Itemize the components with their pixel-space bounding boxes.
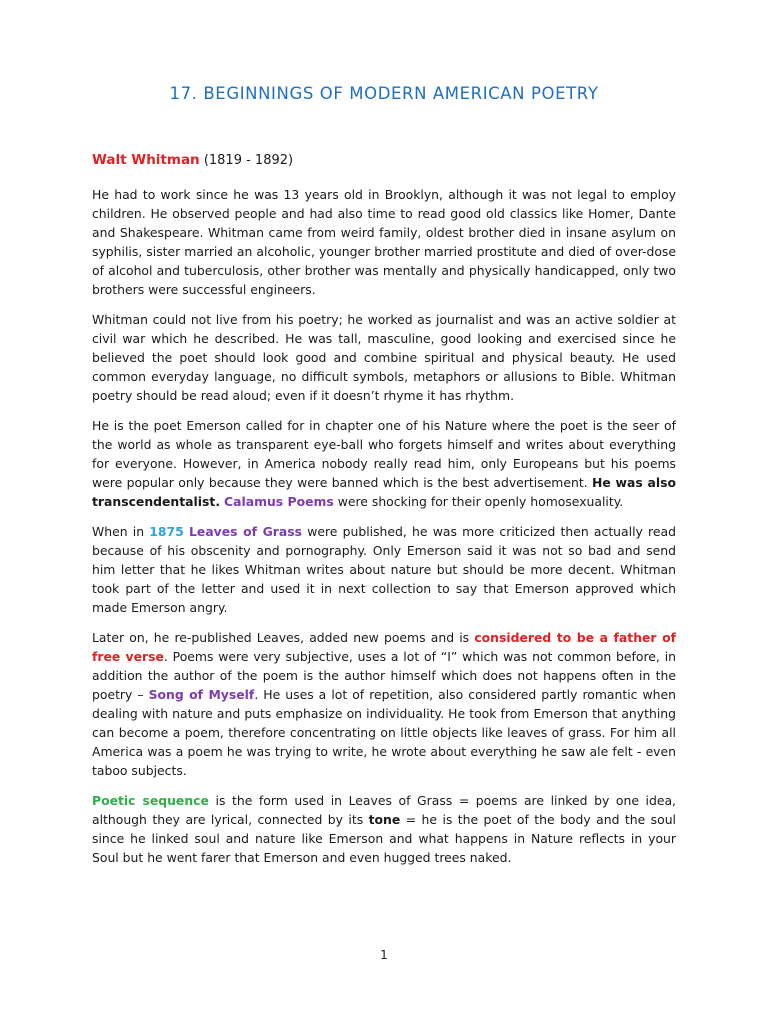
paragraph: [92, 522, 676, 617]
page-title: 17. BEGINNINGS OF MODERN AMERICAN POETRY: [169, 84, 599, 103]
calamus-poems-title: Calamus Poems: [224, 494, 334, 509]
paragraph-text: = he is the poet of the body and the soul since he linked soul and nature like Emerson and what happens in Nature reflects in your Soul but he went farer that Emerson and even hugged trees naked.: [92, 812, 677, 865]
author-name: Walt Whitman: [92, 152, 200, 168]
paragraph-text: were shocking for their openly homosexuality.: [333, 494, 624, 509]
paragraph: [92, 416, 676, 511]
paragraph-text: . Poems were very subjective, uses a lot of “I” which was not common before, in addition the author of the poem is the author himself which does not happens often in the poetry –: [92, 649, 676, 702]
paragraph-text: When in: [92, 524, 150, 539]
tone-term: tone: [368, 812, 401, 827]
paragraph-text: Later on, he re-published Leaves, added new poems and is: [92, 630, 475, 645]
paragraph: Whitman could not live from his poetry; he worked as journalist and was an active soldier at civil war which he described. He was tall, masculine, good looking and exercised since he believed the poet should look good and combine spiritual and physical beauty. He used common everyday language, no difficult symbols, metaphors or allusions to Bible. Whitman poetry should be read aloud; even if it doesn’t rhyme it has rhythm.: [92, 312, 676, 403]
section-heading: [92, 150, 676, 171]
paragraph: [92, 791, 676, 867]
transcendentalist-note: He was also transcendentalist.: [92, 475, 676, 509]
paragraph: [92, 628, 676, 780]
document-body: [92, 150, 676, 878]
paragraph-text: He is the poet Emerson called for in chapter one of his Nature where the poet is the seer of the world as whole as transparent eye-ball who forgets himself and writes about everything for everyone. However, in America nobody really read him, only Europeans but his poems were popular only because they were banned which is the best advertisement.: [92, 418, 676, 490]
author-years: (1819 - 1892): [203, 153, 294, 168]
paragraph-text: . He uses a lot of repetition, also considered partly romantic when dealing with nature and puts emphasize on individuality. He took from Emerson that anything can become a poem, therefore concentrating on little objects like leaves of grass. For him all America was a poem he was trying to write, he wrote about everything he saw ale felt - even taboo subjects.: [92, 687, 676, 778]
paragraph-text: is the form used in Leaves of Grass = poems are linked by one idea, although they are lyrical, connected by its: [92, 793, 676, 827]
free-verse-highlight: considered to be a father of free verse: [92, 630, 676, 664]
publication-year: 1875: [149, 524, 184, 539]
leaves-of-grass-title: Leaves of Grass: [189, 524, 302, 539]
paragraph-text: were published, he was more criticized then actually read because of his obscenity and pornography. Only Emerson said it was not so bad and send him letter that he likes Whitman writes about nature but should be more decent. Whitman took part of the letter and used it in next collection to say that Emerson approved which made Emerson angry.: [92, 524, 676, 615]
song-of-myself-title: Song of Myself: [148, 687, 255, 702]
paragraph: He had to work since he was 13 years old in Brooklyn, although it was not legal to employ children. He observed people and had also time to read good old classics like Homer, Dante and Shakespeare. Whitman came from weird family, oldest brother died in insane asylum on syphilis, sister married an alcoholic, younger brother married prostitute and died of over-dose of alcohol and tuberculosis, other brother was mentally and physically handicapped, only two brothers were successful engineers.: [92, 187, 676, 297]
poetic-sequence-term: Poetic sequence: [92, 793, 209, 808]
page-number: 1: [380, 948, 388, 962]
